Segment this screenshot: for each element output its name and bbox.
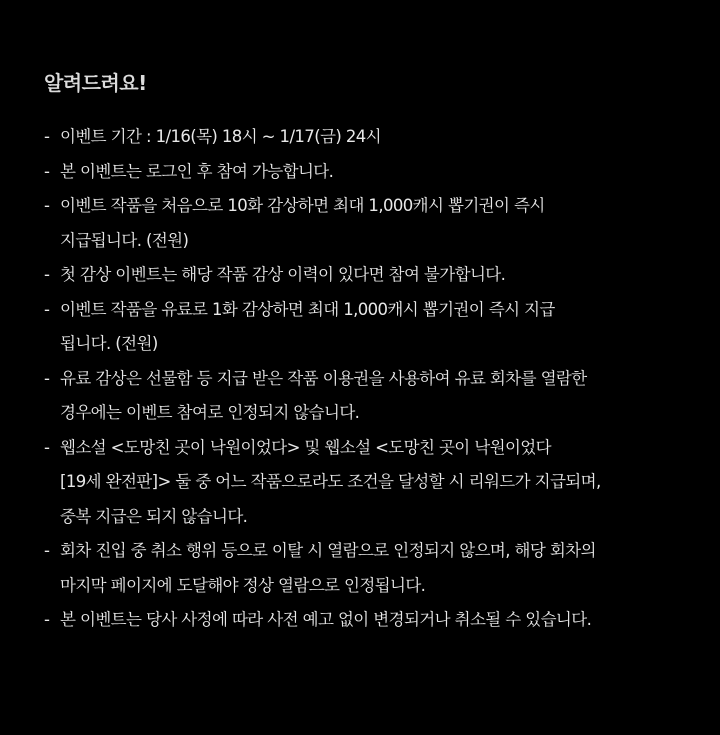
notice-item-text: 마지막 페이지에 도달해야 정상 열람으로 인정됩니다. [60,575,426,595]
bullet-dash: - [44,265,50,284]
notice-item [44,431,704,535]
notice-item-text: 됩니다. (전원) [60,334,158,353]
bullet-dash: - [44,196,50,215]
notice-section [44,68,704,638]
notice-item [44,293,704,362]
notice-list [44,120,704,638]
notice-item-text: 본 이벤트는 로그인 후 참여 가능합니다. [60,161,334,181]
notice-item [44,362,704,431]
notice-item-text: 중복 지급은 되지 않습니다. [60,506,248,526]
notice-item-text: 유료 감상은 선물함 등 지급 받은 작품 이용권을 사용하여 유료 회차를 열람한 [60,368,587,388]
notice-item [44,258,704,293]
notice-item-text: 이벤트 작품을 유료로 1화 감상하면 최대 1,000캐시 뽑기권이 즉시 지급 [60,299,555,319]
bullet-dash: - [44,437,50,457]
notice-item-text: 이벤트 기간 : 1/16(목) 18시 ~ 1/17(금) 24시 [60,127,381,146]
bullet-dash: - [44,610,50,629]
bullet-dash: - [44,368,50,388]
bullet-dash: - [44,161,50,181]
notice-item [44,603,704,638]
notice-item-text: 본 이벤트는 당사 사정에 따라 사전 예고 없이 변경되거나 취소될 수 있습니다. [60,610,592,629]
notice-item-text: 첫 감상 이벤트는 해당 작품 감상 이력이 있다면 참여 불가합니다. [60,265,506,284]
notice-item [44,534,704,603]
notice-item-text: 이벤트 작품을 처음으로 10화 감상하면 최대 1,000캐시 뽑기권이 즉시 [60,196,545,215]
bullet-dash: - [44,299,50,319]
bullet-dash: - [44,541,50,560]
notice-item-text: 회차 진입 중 취소 행위 등으로 이탈 시 열람으로 인정되지 않으며, 해당 회차의 [60,541,596,560]
notice-item-text: 경우에는 이벤트 참여로 인정되지 않습니다. [60,403,360,422]
notice-item [44,120,704,155]
notice-item [44,155,704,190]
notice-item-text: [19세 완전판]> 둘 중 어느 작품으로라도 조건을 달성할 시 리워드가 지급되며, [60,472,601,491]
notice-title: 알려드려요! [44,71,147,95]
notice-item-text: 지급됩니다. (전원) [60,230,189,250]
bullet-dash: - [44,127,50,146]
notice-item-text: 웹소설 <도망친 곳이 낙원이었다> 및 웹소설 <도망친 곳이 낙원이었다 [60,437,551,457]
notice-item [44,189,704,258]
